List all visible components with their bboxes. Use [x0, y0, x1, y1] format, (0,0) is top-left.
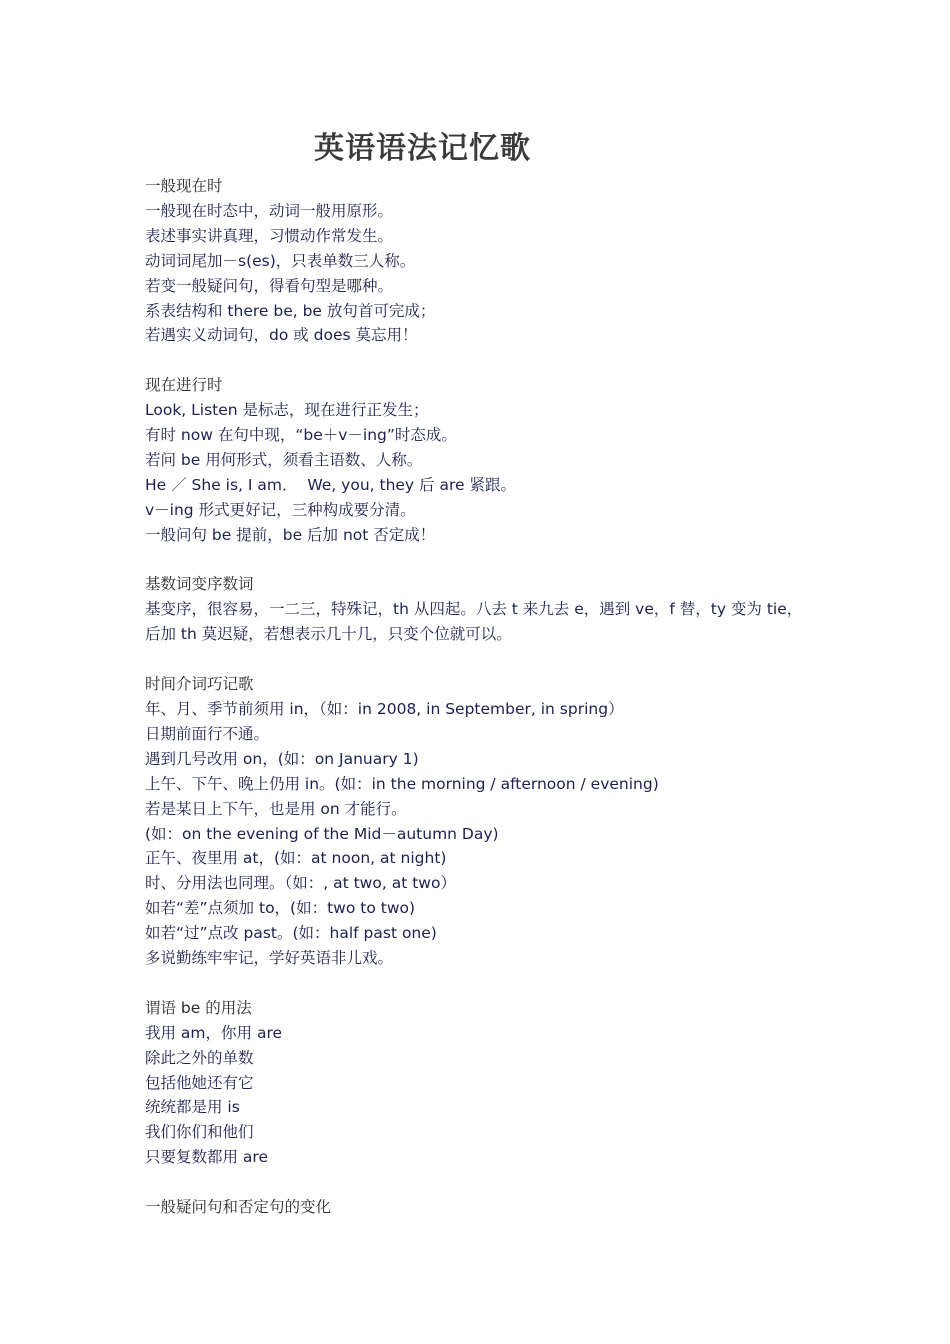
text-line: 若遇实义动词句，do 或 does 莫忘用！: [145, 326, 418, 345]
text-line: 正午、夜里用 at，(如：at noon, at night): [145, 849, 447, 868]
text-line: Look, Listen 是标志，现在进行正发生；: [145, 401, 429, 420]
section-heading: 一般现在时: [145, 177, 223, 195]
document-title: 英语语法记忆歌: [314, 131, 531, 166]
text-paragraph: 基变序，很容易，一二三，特殊记，th 从四起。八去 t 来九去 e，遇到 ve，f 替，ty 变为 tie，后加 th 莫迟疑，若想表示几十几，只变个位就可以。: [145, 600, 803, 644]
section-heading: 时间介词巧记歌: [145, 675, 254, 694]
text-line: 统统都是用 is: [145, 1098, 240, 1117]
text-line: 包括他她还有它: [145, 1073, 254, 1092]
text-line: 一般现在时态中，动词一般用原形。: [145, 201, 394, 220]
text-line: 我们你们和他们: [145, 1123, 254, 1142]
paragraph-gap: [145, 348, 815, 373]
paragraph-gap: [145, 971, 815, 996]
section-heading: 谓语 be 的用法: [145, 998, 252, 1017]
text-line: 如若“过”点改 past。(如：half past one): [145, 924, 437, 943]
text-line: 年、月、季节前须用 in，（如：in 2008, in September, in spring）: [145, 699, 624, 718]
text-line: 除此之外的单数: [145, 1048, 254, 1067]
text-line: 若问 be 用何形式，须看主语数、人称。: [145, 450, 423, 469]
text-line: 我用 am，你用 are: [145, 1023, 283, 1042]
text-line: 如若“差”点须加 to，(如：two to two): [145, 899, 416, 918]
text-line: 时、分用法也同理。（如：, at two, at two）: [145, 874, 456, 893]
text-line: 系表结构和 there be, be 放句首可完成；: [145, 301, 436, 320]
section-heading: 基数词变序数词: [145, 575, 254, 594]
section-heading: 一般疑问句和否定句的变化: [145, 1198, 332, 1217]
paragraph-gap: [145, 548, 815, 573]
text-line: 表述事实讲真理，习惯动作常发生。: [145, 226, 394, 245]
text-line: 上午、下午、晚上仍用 in。(如：in the morning / afternoon / evening): [145, 774, 659, 793]
text-line: 动词词尾加－s(es)，只表单数三人称。: [145, 251, 416, 270]
section-heading: 现在进行时: [145, 376, 223, 395]
text-line: (如：on the evening of the Mid－autumn Day): [145, 824, 499, 843]
paragraph-gap: [145, 1170, 815, 1195]
text-line: 只要复数都用 are: [145, 1148, 268, 1167]
document-body: [145, 174, 815, 1220]
text-line: 日期前面行不通。: [145, 724, 270, 743]
text-line: 遇到几号改用 on，(如：on January 1): [145, 749, 419, 768]
text-line: 多说勤练牢牢记，学好英语非儿戏。: [145, 949, 394, 968]
text-line: 若变一般疑问句，得看句型是哪种。: [145, 276, 394, 295]
text-line: He ／ She is, I am． We, you, they 后 are 紧跟。: [145, 475, 516, 494]
text-line: v－ing 形式更好记，三种构成要分清。: [145, 500, 416, 519]
text-line: 若是某日上下午，也是用 on 才能行。: [145, 799, 407, 818]
text-line: 有时 now 在句中现，“be＋v－ing”时态成。: [145, 426, 457, 445]
text-line: 一般问句 be 提前，be 后加 not 否定成！: [145, 525, 436, 544]
paragraph-gap: [145, 647, 815, 672]
